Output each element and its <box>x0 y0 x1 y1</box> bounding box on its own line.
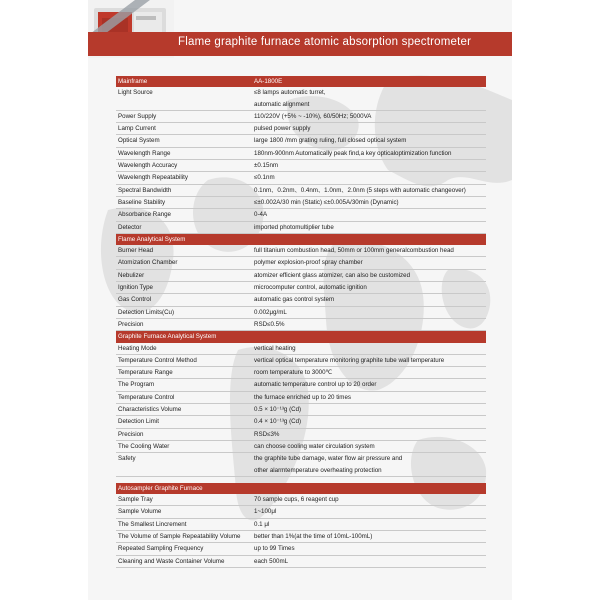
spec-value: automatic gas control system <box>252 294 486 306</box>
spec-value: automatic alignment <box>252 99 486 111</box>
table-row <box>116 318 486 330</box>
spec-label: The Cooling Water <box>116 440 252 452</box>
table-row <box>116 245 486 257</box>
section-header-label: Autosampler Graphite Furnace <box>116 483 252 494</box>
table-row <box>116 172 486 184</box>
spec-value: room temperature to 3000℃ <box>252 367 486 379</box>
spec-value: ≤±0.002A/30 min (Static) ≤±0.005A/30min (Dynamic) <box>252 196 486 208</box>
spec-label: Light Source <box>118 89 153 97</box>
spec-label: Sample Tray <box>116 494 252 506</box>
spec-label: Detection Limit <box>116 416 252 428</box>
spec-label: Safety <box>118 455 136 463</box>
spec-label: Lamp Current <box>116 123 252 135</box>
table-row <box>116 135 486 147</box>
spec-sheet <box>88 0 512 600</box>
spec-value: 0.002μg/mL <box>252 306 486 318</box>
spec-label: Repeated Sampling Frequency <box>116 543 252 555</box>
table-row <box>116 530 486 542</box>
spec-value: ≤8 lamps automatic turret, <box>254 89 326 97</box>
table-row <box>116 465 486 477</box>
spec-table <box>116 76 486 568</box>
spec-label: Optical System <box>116 135 252 147</box>
spec-label: Cleaning and Waste Container Volume <box>116 555 252 567</box>
spec-label: Burner Head <box>116 245 252 257</box>
spec-value: vertical optical temperature monitoring graphite tube wall temperature <box>252 354 486 366</box>
spec-value: better than 1%(at the time of 10mL-100mL) <box>252 530 486 542</box>
table-row <box>116 282 486 294</box>
spec-value: imported photomultiplier tube <box>252 221 486 233</box>
section-header-value <box>252 331 486 343</box>
table-row <box>116 391 486 403</box>
spec-label: The Smallest Lincrement <box>116 518 252 530</box>
spec-value: can choose cooling water circulation system <box>252 440 486 452</box>
table-row <box>116 543 486 555</box>
section-header-graphite-furnace <box>116 331 486 343</box>
spec-label: Wavelength Accuracy <box>116 160 252 172</box>
spec-label: Gas Control <box>116 294 252 306</box>
spec-label: Detection Limits(Cu) <box>116 306 252 318</box>
spec-label: Wavelength Range <box>116 147 252 159</box>
spec-value: 110/220V (+5% ~ -10%), 60/50Hz; 5000VA <box>252 110 486 122</box>
spec-value: microcomputer control, automatic ignition <box>252 282 486 294</box>
table-row <box>116 184 486 196</box>
spec-value: polymer explosion-proof spray chamber <box>252 257 486 269</box>
spec-label: The Program <box>116 379 252 391</box>
section-header-mainframe <box>116 76 486 87</box>
spec-value: the graphite tube damage, water flow air pressure and <box>254 455 403 463</box>
spec-value: pulsed power supply <box>252 123 486 135</box>
spec-value: other alarmtemperature overheating protection <box>252 465 486 477</box>
table-row <box>116 294 486 306</box>
spec-label: Ignition Type <box>116 282 252 294</box>
spec-label <box>116 465 252 477</box>
spec-label: Temperature Range <box>116 367 252 379</box>
spec-value: automatic temperature control up to 20 order <box>252 379 486 391</box>
table-row <box>116 506 486 518</box>
table-row <box>116 453 486 465</box>
table-row <box>116 379 486 391</box>
spec-value: 70 sample cups, 6 reagent cup <box>252 494 486 506</box>
page-title: Flame graphite furnace atomic absorption spectrometer <box>178 36 472 48</box>
spec-label: Atomization Chamber <box>116 257 252 269</box>
spec-label: Wavelength Repeatability <box>116 172 252 184</box>
table-row <box>116 221 486 233</box>
table-row <box>116 404 486 416</box>
spec-value: 0.1nm、0.2nm、0.4nm、1.0nm、2.0nm (5 steps with automatic changeover) <box>252 184 486 196</box>
table-row <box>116 555 486 567</box>
table-row <box>116 306 486 318</box>
spec-value: the furnace enriched up to 20 times <box>252 391 486 403</box>
spec-value: full titanium combustion head, 50mm or 100mm generalcombustion head <box>252 245 486 257</box>
table-row <box>116 269 486 281</box>
section-header-value <box>252 233 486 245</box>
table-row <box>116 209 486 221</box>
spec-label: Spectral Bandwidth <box>116 184 252 196</box>
spec-value: RSD≤0.5% <box>252 318 486 330</box>
spec-label <box>116 99 252 111</box>
model-number: AA-1800E <box>252 76 486 87</box>
spec-label: Temperature Control Method <box>116 354 252 366</box>
table-row <box>116 196 486 208</box>
table-row <box>116 99 486 111</box>
table-row <box>116 110 486 122</box>
spec-value: 0.5 × 10⁻¹³g (Cd) <box>252 404 486 416</box>
table-row <box>116 494 486 506</box>
title-banner <box>88 32 512 56</box>
spec-label: Temperature Control <box>116 391 252 403</box>
table-row <box>116 343 486 355</box>
table-row <box>116 416 486 428</box>
spec-value: up to 99 Times <box>252 543 486 555</box>
section-header-label: Mainframe <box>116 76 252 87</box>
section-header-label: Flame Analytical System <box>116 233 252 245</box>
spec-value: ≤0.1nm <box>252 172 486 184</box>
table-row <box>116 354 486 366</box>
spec-value: 0.1 μl <box>252 518 486 530</box>
spec-label: Absorbance Range <box>116 209 252 221</box>
table-row <box>116 123 486 135</box>
section-header-autosampler <box>116 483 486 494</box>
spec-value: vertical heating <box>252 343 486 355</box>
table-row <box>116 87 486 98</box>
section-header-label: Graphite Furnace Analytical System <box>116 331 252 343</box>
spec-label: Heating Mode <box>116 343 252 355</box>
spec-value: atomizer efficient glass atomizer, can also be customized <box>252 269 486 281</box>
section-header-flame <box>116 233 486 245</box>
spec-value: large 1800 /mm grating ruling, full closed optical system <box>252 135 486 147</box>
spec-label: Nebulizer <box>116 269 252 281</box>
spec-label: Detector <box>116 221 252 233</box>
spec-label: Power Supply <box>116 110 252 122</box>
spec-label: Characteristics Volume <box>116 404 252 416</box>
spec-label: The Volume of Sample Repeatability Volume <box>116 530 252 542</box>
table-row <box>116 147 486 159</box>
spec-value: each 500mL <box>252 555 486 567</box>
table-row <box>116 160 486 172</box>
table-row <box>116 518 486 530</box>
section-header-value <box>252 483 486 494</box>
table-row <box>116 257 486 269</box>
table-row <box>116 440 486 452</box>
spec-value: 180nm-900nm Automatically peak find,a key opticaloptimization function <box>252 147 486 159</box>
spec-value: 0.4 × 10⁻¹³g (Cd) <box>252 416 486 428</box>
spec-label: Sample Volume <box>116 506 252 518</box>
spec-label: Precision <box>116 428 252 440</box>
spec-label: Precision <box>116 318 252 330</box>
spec-value: 0-4A <box>252 209 486 221</box>
spec-value: RSD≤3% <box>252 428 486 440</box>
table-row <box>116 367 486 379</box>
table-row <box>116 428 486 440</box>
spec-value: ±0.15nm <box>252 160 486 172</box>
spec-value: 1~100μl <box>252 506 486 518</box>
spec-label: Baseline Stability <box>116 196 252 208</box>
